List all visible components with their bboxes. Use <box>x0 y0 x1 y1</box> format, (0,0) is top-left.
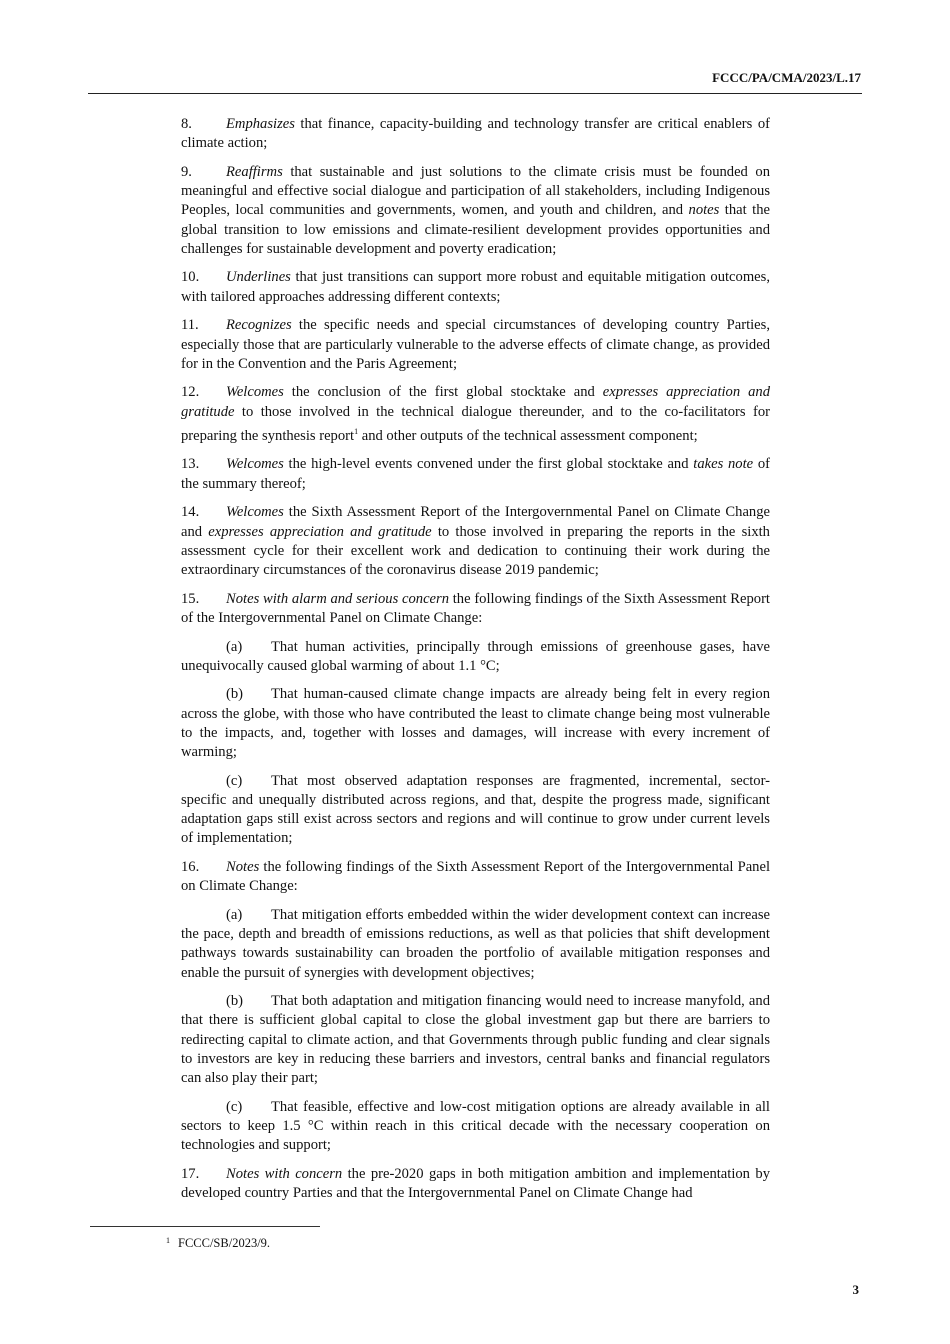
paragraph-number: 15. <box>181 590 200 607</box>
paragraph-text: the pre-2020 gaps in both mitigation ambition and implementation by developed country Parties and that the Intergovernmental Panel on Climate Change had <box>181 1165 770 1202</box>
subparagraph-15b <box>181 685 770 762</box>
paragraph-number: 10. <box>181 269 200 286</box>
subparagraph-text: That feasible, effective and low-cost mitigation options are already available in all sectors to keep 1.5 °C within reach in this critical decade with the necessary cooperation on technologies and support; <box>181 1098 770 1154</box>
paragraph-text: that the global transition to low emissions and climate-resilient development provides opportunities and challenges for sustainable development and poverty eradication; <box>181 202 770 257</box>
paragraph-text: the high-level events convened under the first global stocktake and <box>283 456 694 473</box>
subparagraph-label: (a) <box>226 638 243 655</box>
paragraph-text: and other outputs of the technical assessment component; <box>358 427 698 444</box>
operative-verb: Notes with alarm and serious concern <box>226 590 450 607</box>
paragraph-number: 14. <box>181 504 200 521</box>
operative-verb: Notes <box>226 859 260 876</box>
paragraph-13 <box>181 455 770 493</box>
footnote-marker: 1 <box>166 1236 170 1245</box>
paragraph-text: the following findings of the Sixth Assessment Report of the Intergovernmental Panel on Climate Change: <box>181 590 770 626</box>
paragraph-number: 12. <box>181 384 200 401</box>
operative-verb: Welcomes <box>226 456 284 473</box>
footnote <box>166 1236 270 1251</box>
footnote-reference[interactable]: 1 <box>354 426 359 436</box>
paragraph-number: 16. <box>181 859 200 876</box>
paragraph-text: of the summary thereof; <box>181 456 770 492</box>
document-symbol: FCCC/PA/CMA/2023/L.17 <box>712 70 861 85</box>
operative-verb: Welcomes <box>226 504 284 521</box>
footnote-rule <box>90 1226 320 1227</box>
paragraph-9 <box>181 163 770 259</box>
subparagraph-16c <box>181 1098 770 1156</box>
subparagraph-text: That human activities, principally through emissions of greenhouse gases, have unequivocally caused global warming of about 1.1 °C; <box>181 638 770 674</box>
paragraph-text: the following findings of the Sixth Assessment Report of the Intergovernmental Panel on Climate Change: <box>181 859 770 895</box>
operative-verb: Welcomes <box>226 384 284 401</box>
paragraph-text: the conclusion of the first global stocktake and <box>283 384 603 401</box>
paragraph-text: the specific needs and special circumstances of developing country Parties, especially those that are particularly vulnerable to the adverse effects of climate change, as provided for in the Convention and the Paris Agreement; <box>181 317 770 372</box>
document-body <box>181 115 770 1213</box>
paragraph-text: the Sixth Assessment Report of the Intergovernmental Panel on Climate Change and <box>181 504 770 540</box>
subparagraph-label: (b) <box>226 686 244 703</box>
paragraph-text: to those involved in the technical dialogue thereunder, and to the co-facilitators for preparing the synthesis report <box>181 403 770 444</box>
operative-verb: Recognizes <box>226 317 292 334</box>
paragraph-text: that finance, capacity-building and technology transfer are critical enablers of climate action; <box>181 116 770 152</box>
paragraph-text: that sustainable and just solutions to the climate crisis must be founded on meaningful and effective social dialogue and participation of all stakeholders, including Indigenous Peoples, local communities and governments, women, and youth and children, and <box>181 163 770 219</box>
subparagraph-text: That human-caused climate change impacts are already being felt in every region across the globe, with those who have contributed the least to climate change being most vulnerable to the impacts, and, together with losses and damages, will increase with every increment of warming; <box>181 686 770 761</box>
paragraph-number: 11. <box>181 317 199 334</box>
paragraph-number: 9. <box>181 163 192 180</box>
operative-verb: expresses appreciation and gratitude <box>208 523 432 540</box>
operative-verb: expresses appreciation and gratitude <box>181 384 771 420</box>
paragraph-12 <box>181 383 770 445</box>
subparagraph-label: (a) <box>226 906 243 923</box>
subparagraph-label: (b) <box>226 993 244 1010</box>
subparagraph-15a <box>181 638 770 676</box>
paragraph-10 <box>181 268 770 306</box>
operative-verb: Underlines <box>226 269 291 286</box>
operative-verb: notes <box>688 202 720 219</box>
subparagraph-16a <box>181 906 770 983</box>
paragraph-number: 17. <box>181 1165 200 1182</box>
paragraph-8 <box>181 115 770 153</box>
operative-verb: Emphasizes <box>226 116 295 132</box>
paragraph-text: that just transitions can support more robust and equitable mitigation outcomes, with tailored approaches addressing different contexts; <box>181 269 770 305</box>
subparagraph-text: That both adaptation and mitigation financing would need to increase manyfold, and that there is sufficient global capital to close the global investment gap but there are barriers to redirecting capital to climate action, and that Governments through public funding and clear signals to investors are key in reducing these barriers and investors, central banks and financial regulators can also play their part; <box>181 993 770 1087</box>
paragraph-11 <box>181 316 770 374</box>
paragraph-16 <box>181 858 770 896</box>
subparagraph-16b <box>181 992 770 1088</box>
subparagraph-text: That mitigation efforts embedded within the wider development context can increase the pace, depth and breadth of emissions reductions, as well as that policies that shift development pathways towards sustainability can broaden the portfolio of available mitigation responses and enable the pursuit of synergies with development objectives; <box>181 906 770 981</box>
page-number: 3 <box>852 1282 859 1297</box>
operative-verb: Notes with concern <box>226 1165 343 1182</box>
paragraph-number: 13. <box>181 456 200 473</box>
paragraph-17 <box>181 1165 770 1203</box>
subparagraph-label: (c) <box>226 1098 243 1115</box>
footnote-text: FCCC/SB/2023/9. <box>178 1236 271 1250</box>
paragraph-14 <box>181 503 770 580</box>
paragraph-15 <box>181 590 770 628</box>
subparagraph-text: That most observed adaptation responses are fragmented, incremental, sector-specific and unequally distributed across regions, and that, despite the progress made, significant adaptation gaps still exist across sectors and regions and will continue to grow under current levels of implementation; <box>181 772 770 847</box>
operative-verb: takes note <box>693 456 754 473</box>
subparagraph-label: (c) <box>226 772 243 789</box>
subparagraph-15c <box>181 772 770 849</box>
header-rule <box>88 93 862 94</box>
paragraph-number: 8. <box>181 116 192 132</box>
paragraph-text: to those involved in preparing the reports in the sixth assessment cycle for their excellent work and dedication to continuing their work during the extraordinary circumstances of the coronavirus disease 2019 pandemic; <box>181 523 770 578</box>
operative-verb: Reaffirms <box>226 163 283 180</box>
